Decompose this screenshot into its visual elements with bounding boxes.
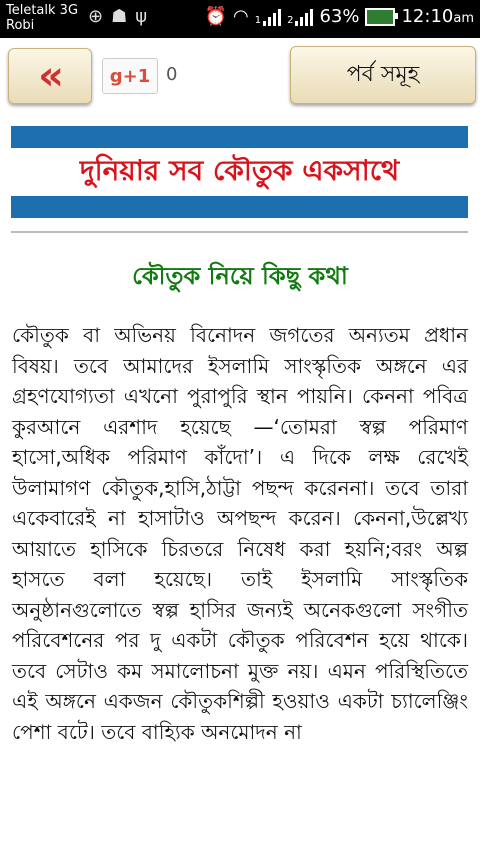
signal-icon: [255, 8, 281, 26]
carrier-name-2: Robi: [6, 18, 35, 33]
signal-icon-2: [287, 8, 313, 26]
divider: [11, 231, 468, 233]
alarm-icon: ⏰: [204, 6, 227, 27]
google-plus-one-button[interactable]: g+1: [102, 58, 158, 94]
plus-one-count: 0: [166, 64, 178, 85]
back-button[interactable]: [8, 48, 92, 104]
carrier-info: [6, 3, 78, 33]
wifi-icon: ◠: [233, 6, 249, 27]
clock: [401, 6, 474, 27]
double-chevron-left-icon: «: [38, 53, 54, 99]
banner-title: দুনিয়ার সব কৌতুক একসাথে: [79, 153, 400, 187]
notification-icons: [88, 6, 147, 27]
usb-icon: ψ: [135, 6, 148, 27]
carrier-name-1: Teletalk 3G: [6, 3, 79, 18]
clock-ampm: am: [453, 11, 474, 26]
clock-time: 12:10: [401, 6, 454, 27]
battery-percent: 63%: [319, 6, 360, 27]
article-body: কৌতুক বা অভিনয় বিনোদন জগতের অন্যতম প্রধান বিষয়। তবে আমাদের ইসলামি সাংস্কৃতিক অঙ্গনে এর গ্রহণযোগ্যতা এখনো পুরাপুরি স্থান পায়নি। কেননা পবিত্র কুরআনে এরশাদ হয়েছে —‘তোমরা স্বল্প পরিমাণ হাসো,অধিক পরিমাণ কাঁদো’। এ দিকে লক্ষ রেখেই উলামাগণ কৌতুক,হাসি,ঠাট্টা পছন্দ করেননা। তবে তারা একেবারেই না হাসাটাও অপছন্দ করেন। কেননা,উল্লেখ্য আয়াতে হাসিকে চিরতরে নিষেধ করা হয়নি;বরং অল্প হাসতে বলা হয়েছে। তাই ইসলামি সাংস্কৃতিক অনুষ্ঠানগুলোতে স্বল্প হাসির জন্যই অনেকগুলো সংগীত পরিবেশনের পর দু একটা কৌতুক পরিবেশন হয়ে থাকে। তবে সেটাও কম সমালোচনা মুক্ত নয়। এমন পরিস্থিতিতে এই অঙ্গনে একজন কৌতুকশিল্পী হওয়াও একটা চ্যালেঞ্জিং পেশা বটে। তবে বাহ্যিক অনমোদন না: [12, 323, 468, 744]
sim1-label: 1: [254, 14, 262, 26]
episodes-button[interactable]: পর্ব সমূহ: [290, 46, 476, 104]
battery-icon: [365, 8, 395, 26]
status-bar: [0, 0, 480, 38]
banner-strip: [11, 148, 468, 196]
app-banner: [11, 126, 468, 218]
article-heading: কৌতুক নিয়ে কিছু কথা: [132, 262, 348, 290]
sim2-label: 2: [287, 14, 294, 26]
add-icon: ⊕: [88, 6, 104, 27]
system-icons: [205, 6, 474, 27]
toolbar: [0, 38, 480, 110]
android-debug-icon: ☗: [111, 6, 128, 27]
